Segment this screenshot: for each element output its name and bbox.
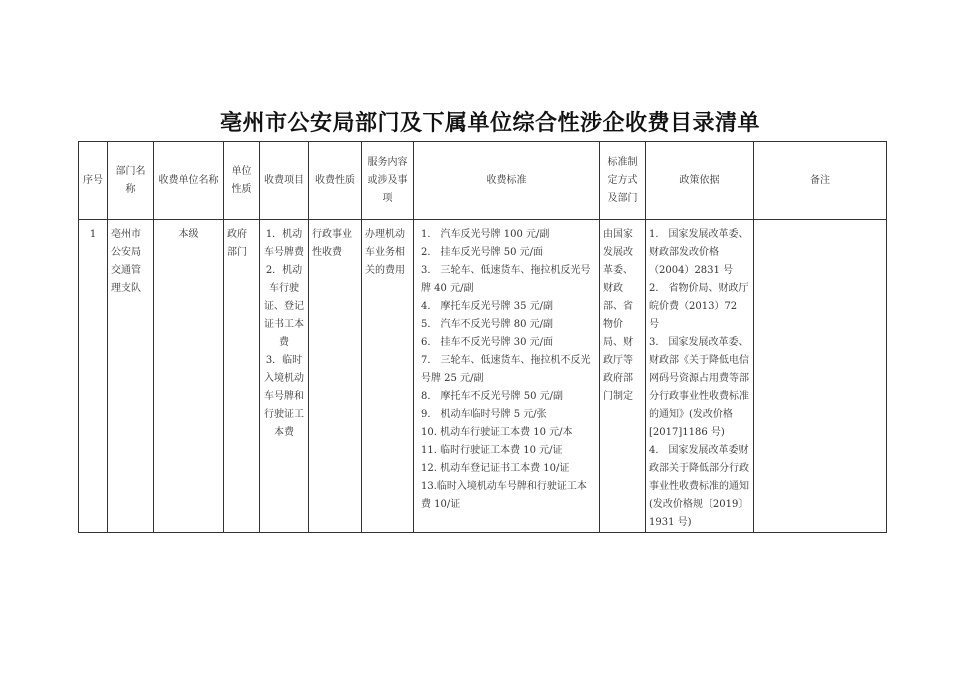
standard-item: 8． 摩托车不反光号牌 50 元/副	[421, 391, 563, 402]
header-dept: 部门名称	[108, 142, 154, 220]
header-maker: 标准制定方式及部门	[600, 142, 646, 220]
standard-item: 1． 汽车反光号牌 100 元/副	[421, 229, 550, 240]
header-service: 服务内容或涉及事项	[362, 142, 414, 220]
standard-item: 13.临时入境机动车号牌和行驶证工本费 10/证	[421, 481, 587, 510]
cell-items	[260, 220, 309, 533]
header-standard: 收费标准	[414, 142, 600, 220]
table-row	[79, 220, 887, 533]
basis-item: 2． 省物价局、财政厅皖价费（2013）72 号	[649, 283, 749, 330]
header-unit: 收费单位名称	[154, 142, 224, 220]
standard-item: 5． 汽车不反光号牌 80 元/副	[421, 319, 553, 330]
standard-item: 2． 挂车反光号牌 50 元/面	[421, 247, 543, 258]
fee-item: 3．临时入境机动车号牌和行驶证工本费	[264, 355, 304, 438]
cell-basis	[646, 220, 754, 533]
fee-catalog-table	[78, 141, 887, 533]
header-remark: 备注	[754, 142, 887, 220]
cell-fee-nature: 行政事业性收费	[309, 220, 362, 533]
header-fee-nature: 收费性质	[309, 142, 362, 220]
standard-item: 11. 临时行驶证工本费 10 元/证	[421, 445, 563, 456]
basis-item: 3． 国家发展改革委、财政部《关于降低电信网码号资源占用费等部分行政事业性收费标准的通知》(发改价格[2017]1186 号)	[649, 337, 749, 438]
fee-item: 1．机动车号牌费	[264, 229, 304, 258]
header-basis: 政策依据	[646, 142, 754, 220]
standard-item: 9． 机动车临时号牌 5 元/张	[421, 409, 547, 420]
standard-item: 6． 挂车不反光号牌 30 元/面	[421, 337, 553, 348]
cell-standards	[414, 220, 600, 533]
header-item: 收费项目	[260, 142, 309, 220]
cell-nature: 政府部门	[224, 220, 260, 533]
fee-item: 2．机动车行驶证、登记证书工本费	[264, 265, 304, 348]
cell-dept: 亳州市公安局交通管理支队	[108, 220, 154, 533]
header-seq: 序号	[79, 142, 108, 220]
cell-maker: 由国家发展改革委、财政部、省物价局、财政厅等政府部门制定	[600, 220, 646, 533]
standard-item: 4． 摩托车反光号牌 35 元/副	[421, 301, 553, 312]
cell-remark	[754, 220, 887, 533]
basis-item: 4． 国家发展改革委财政部关于降低部分行政事业性收费标准的通知(发改价格规〔2019〕1931 号)	[649, 445, 749, 528]
standard-item: 7． 三轮车、低速货车、拖拉机不反光号牌 25 元/副	[421, 355, 591, 384]
table-header-row	[79, 142, 887, 220]
header-nature: 单位性质	[224, 142, 260, 220]
cell-service: 办理机动车业务相关的费用	[362, 220, 414, 533]
cell-unit: 本级	[154, 220, 224, 533]
standard-item: 3． 三轮车、低速货车、拖拉机反光号牌 40 元/副	[421, 265, 591, 294]
standard-item: 10. 机动车行驶证工本费 10 元/本	[421, 427, 573, 438]
page-title: 亳州市公安局部门及下属单位综合性涉企收费目录清单	[219, 111, 760, 136]
basis-item: 1． 国家发展改革委、财政部发改价格（2004）2831 号	[649, 229, 749, 276]
cell-seq: 1	[79, 220, 108, 533]
standard-item: 12. 机动车登记证书工本费 10/证	[421, 463, 570, 474]
